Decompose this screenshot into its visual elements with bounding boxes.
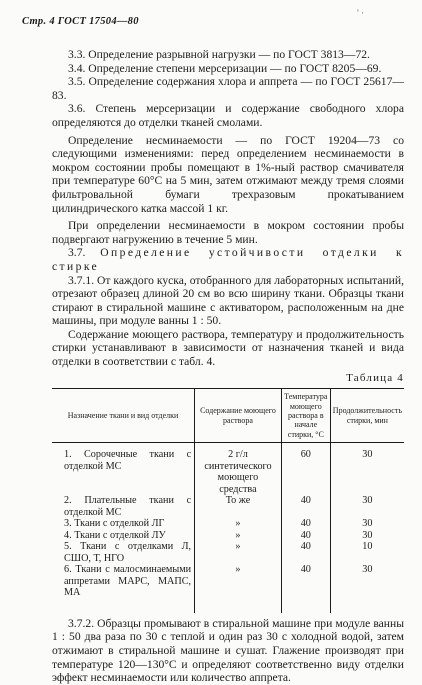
header-solution: Содержание моющего раствора xyxy=(195,389,282,443)
para-3-4: 3.4. Определение степени мерсеризации — по ГОСТ 8205—69. xyxy=(68,61,382,75)
para-3-7-number: 3.7. xyxy=(68,246,86,260)
cell-fabric: 2. Плательные ткани с отделкой МС xyxy=(64,495,192,518)
cell-duration: 30 xyxy=(330,530,404,542)
table-row xyxy=(52,541,404,564)
para-3-3: 3.3. Определение разрывной нагрузки — по ГОСТ 3813—72. xyxy=(68,48,370,61)
para-3-7-1: 3.7.1. От каждого куска, отобранного для лабораторных испытаний, отрезают образец длиной 20 см во всю ширину ткани. Образцы ткани стирают в стиральной машине с активатором, расположенным на дне машины, при модуле ванны 1 : 50. xyxy=(52,273,404,328)
table-header-row xyxy=(52,389,404,443)
page-header: Стр. 4 ГОСТ 17504—80 xyxy=(22,16,139,27)
table-row xyxy=(52,530,404,542)
table-caption: Таблица 4 xyxy=(346,371,404,384)
document-body xyxy=(52,48,404,685)
cell-fabric: 3. Ткани с отделкой ЛГ xyxy=(64,518,165,530)
cell-solution: » xyxy=(195,518,282,530)
cell-temperature: 40 xyxy=(281,541,330,564)
header-temperature: Температура моющего раствора в начале стирки, °С xyxy=(281,389,330,443)
para-3-7-2: 3.7.2. Образцы промывают в стиральной машине при модуле ванны 1 : 50 два раза по 30 с теплой и один раз 30 с холодной водой, затем отжимают в стиральной машине и сушат. Глажение производят при температуре 120—130°С и определяют соответственно виду отделки эффект несминаемости или количество аппрета. xyxy=(52,616,404,685)
para-content: Содержание моющего раствора, температуру и продолжительность стирки устанавливают в зависимости от назначения тканей и вида отделки в соответствии с табл. 4. xyxy=(52,327,404,369)
cell-temperature: 40 xyxy=(281,518,330,530)
cell-solution: » xyxy=(195,530,282,542)
table-row xyxy=(52,518,404,530)
cell-duration: 30 xyxy=(330,495,404,518)
cell-temperature: 40 xyxy=(281,530,330,542)
cell-duration: 30 xyxy=(330,518,404,530)
cell-temperature: 60 xyxy=(281,443,330,496)
cell-duration: 10 xyxy=(330,541,404,564)
cell-solution: » xyxy=(195,564,282,613)
para-3-7-title: Определение устойчивости отделки к стирке xyxy=(52,246,405,273)
cell-solution: » xyxy=(195,541,282,564)
cell-solution: 2 г/л синтетического моющего средства xyxy=(195,443,282,496)
cell-duration: 30 xyxy=(330,443,404,496)
washing-table xyxy=(52,388,404,613)
cell-fabric: 6. Ткани с малосминаемыми аппретами МАРС, МАПС, МА xyxy=(64,564,192,599)
corner-marks: ' · xyxy=(357,8,364,18)
para-3-6: 3.6. Степень мерсеризации и содержание свободного хлора определяются до отделки тканей смолами. xyxy=(52,102,404,129)
table-row xyxy=(52,495,404,518)
cell-fabric: 1. Сорочечные ткани с отделкой МС xyxy=(64,449,192,472)
header-fabric: Назначение ткани и вид отделки xyxy=(52,389,195,443)
cell-fabric: 4. Ткани с отделкой ЛУ xyxy=(64,529,166,541)
para-3-7 xyxy=(52,246,404,273)
para-3-5: 3.5. Определение содержания хлора и аппрета — по ГОСТ 25617—83. xyxy=(52,75,404,102)
table-row xyxy=(52,443,404,496)
cell-temperature: 40 xyxy=(281,495,330,518)
cell-solution: То же xyxy=(195,495,282,518)
cell-duration: 30 xyxy=(330,564,404,613)
table-row xyxy=(52,564,404,613)
cell-temperature: 40 xyxy=(281,564,330,613)
cell-fabric: 5. Ткани с отделками Л, СШО, Т, НГО xyxy=(64,541,192,564)
para-nesminaemost: Определение несминаемости — по ГОСТ 19204—73 со следующими изменениями: перед определением несминаемости в мокром состоянии пробы помещают в 1%-ный раствор смачивателя при температуре 60°С на 5 мин, затем отжимают между тремя слоями фильтровальной бумаги трехразовым прокатыванием цилиндрического катка массой 1 кг. xyxy=(52,133,404,215)
header-duration: Продолжительность стирки, мин xyxy=(330,389,404,443)
para-wet-state: При определении несминаемости в мокром состоянии пробы подвергают нагружению в течение 5 мин. xyxy=(52,219,404,246)
